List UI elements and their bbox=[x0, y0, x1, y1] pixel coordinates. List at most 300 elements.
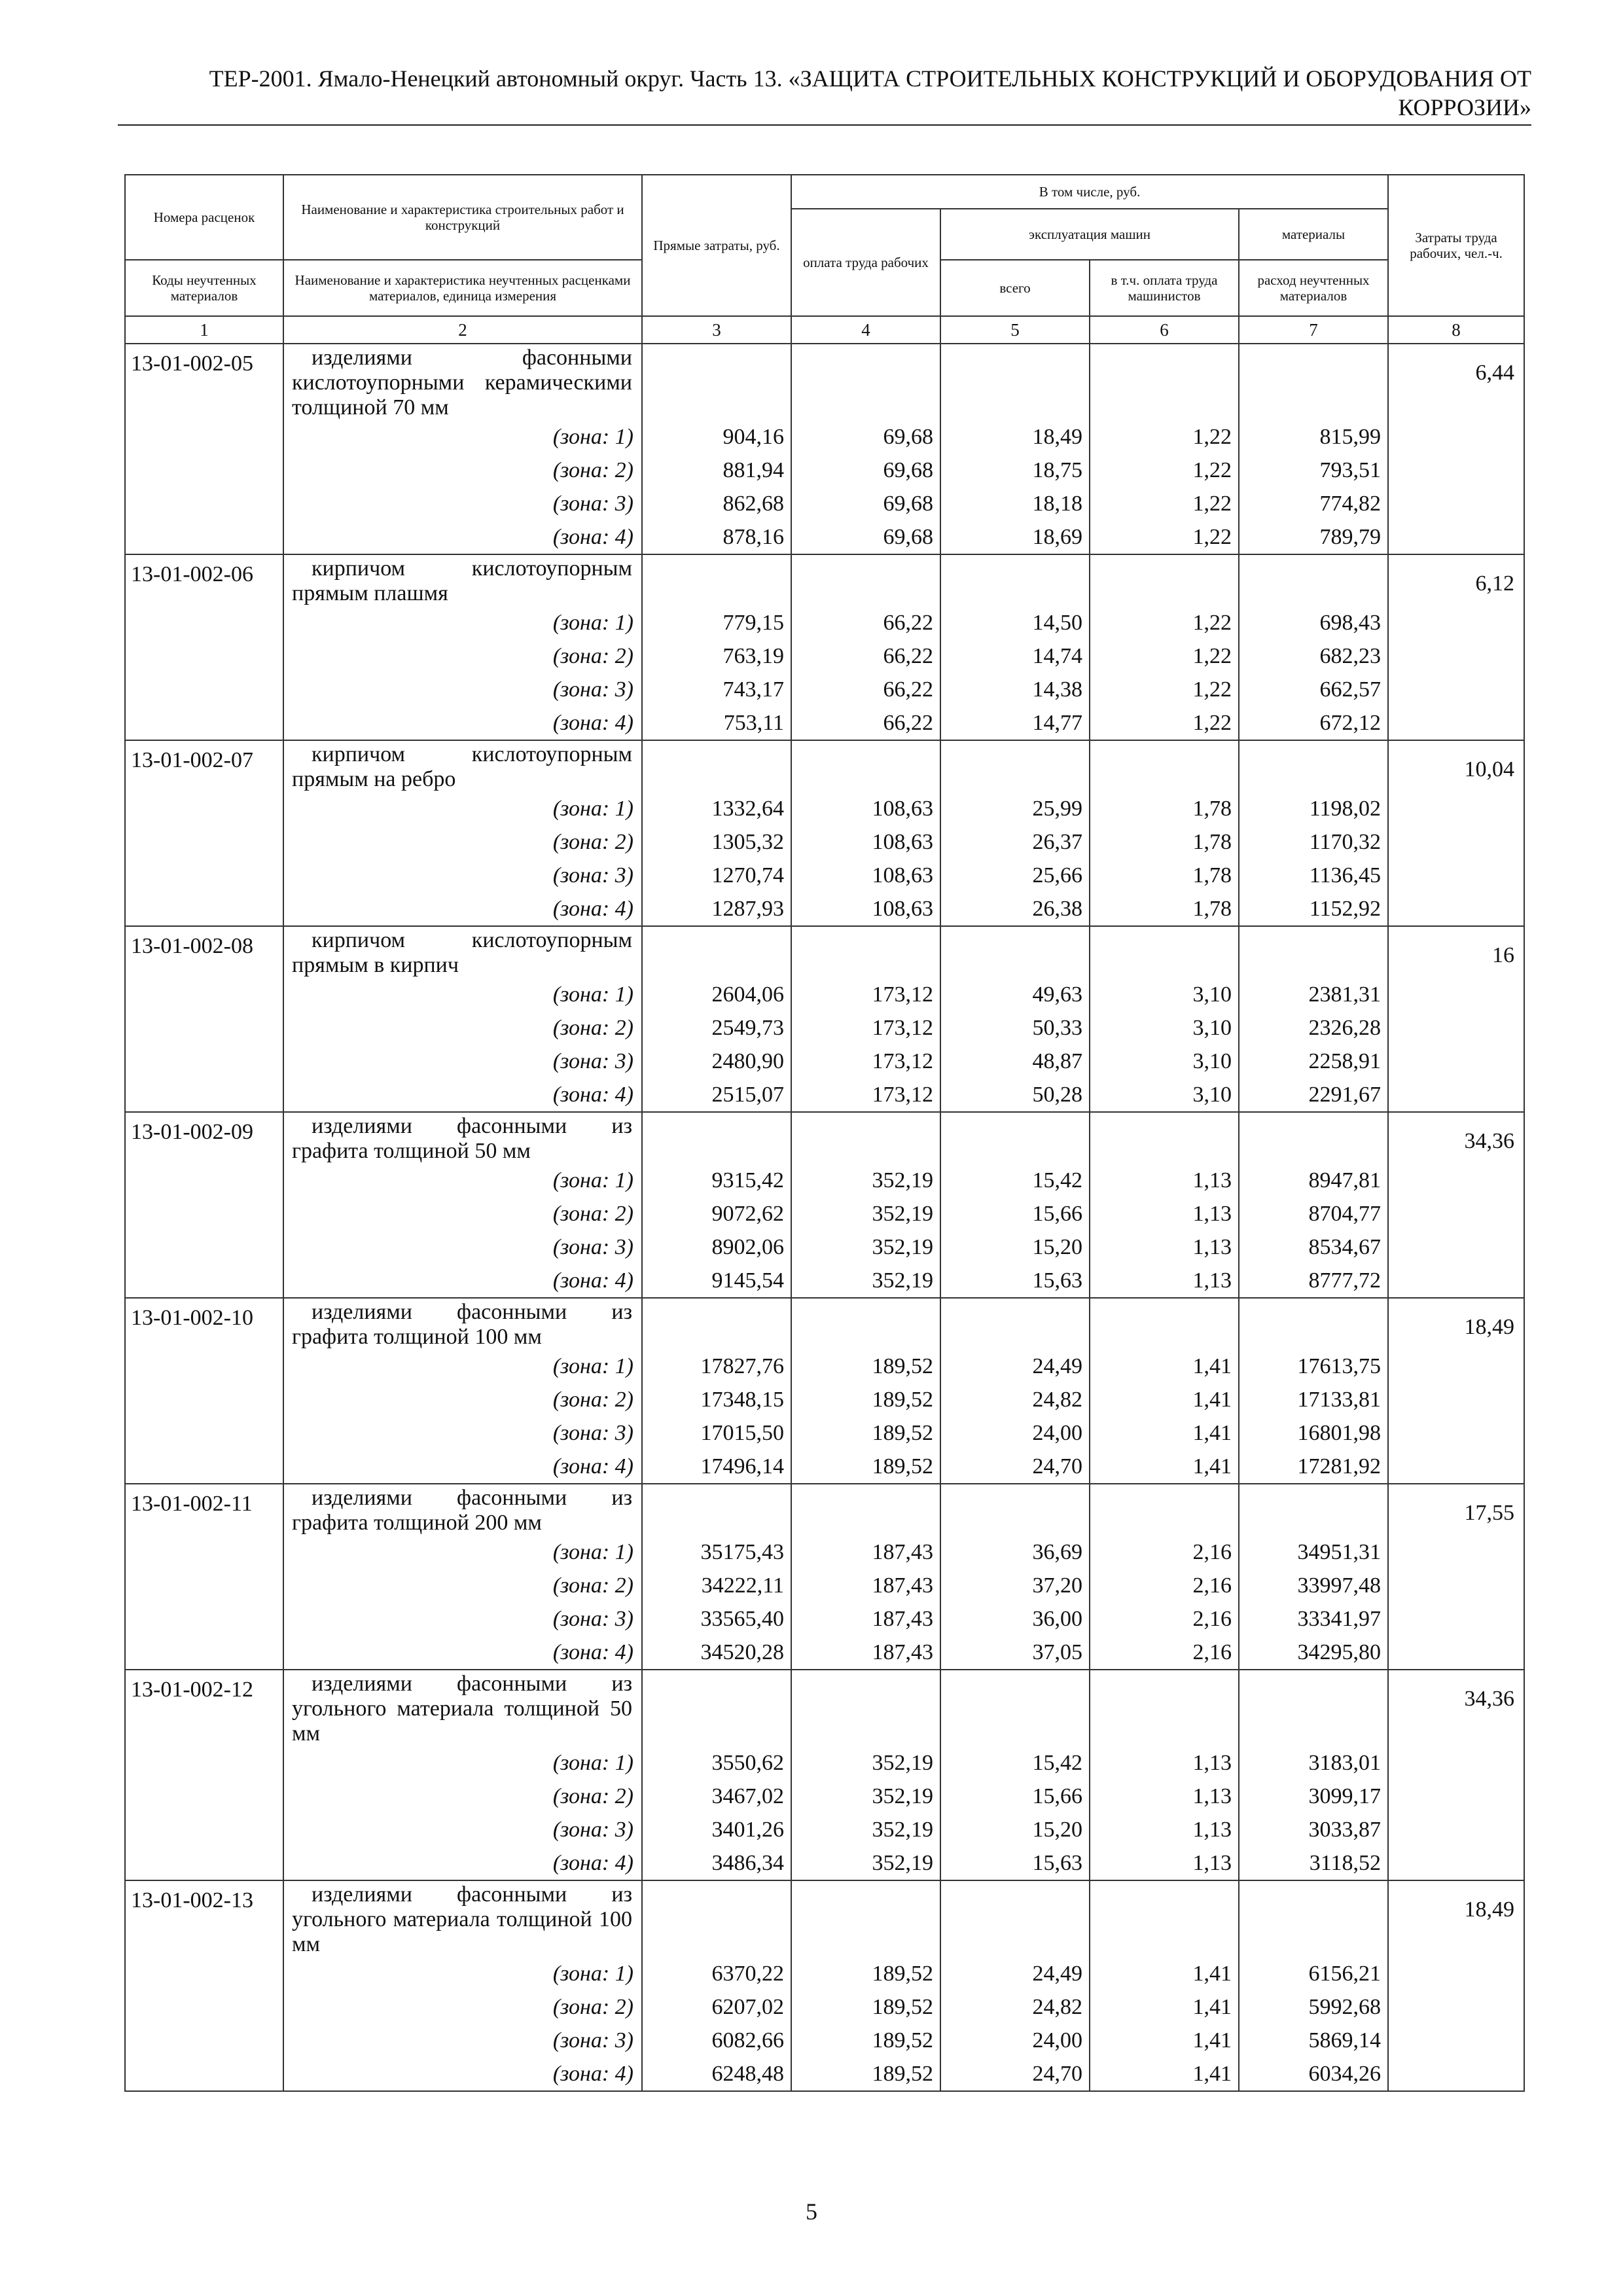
zone-row bbox=[125, 420, 1524, 454]
page-number: 5 bbox=[806, 2198, 817, 2225]
rate-name: изделиями фасонными из графита толщиной 50 мм bbox=[283, 1112, 642, 1164]
machines-cost: 50,33 bbox=[940, 1011, 1090, 1045]
empty-cell bbox=[1090, 1112, 1239, 1164]
empty-cell bbox=[125, 2057, 283, 2091]
empty-cell bbox=[642, 1484, 791, 1535]
empty-cell bbox=[125, 1011, 283, 1045]
materials-cost: 698,43 bbox=[1239, 606, 1388, 639]
wages-cost: 69,68 bbox=[791, 487, 940, 520]
empty-cell bbox=[940, 926, 1090, 978]
direct-cost: 35175,43 bbox=[642, 1535, 791, 1569]
empty-cell bbox=[940, 344, 1090, 420]
materials-cost: 3099,17 bbox=[1239, 1780, 1388, 1813]
machines-cost: 26,37 bbox=[940, 825, 1090, 859]
wages-cost: 189,52 bbox=[791, 1416, 940, 1450]
col-wages-header: оплата труда рабочих bbox=[791, 209, 940, 316]
direct-cost: 6082,66 bbox=[642, 2024, 791, 2057]
zone-label: (зона: 2) bbox=[283, 825, 642, 859]
rate-title-row bbox=[125, 1298, 1524, 1350]
machines-cost: 14,38 bbox=[940, 673, 1090, 706]
rate-title-row bbox=[125, 926, 1524, 978]
zone-row bbox=[125, 1602, 1524, 1636]
wages-cost: 173,12 bbox=[791, 1078, 940, 1112]
operators-cost: 1,41 bbox=[1090, 1416, 1239, 1450]
direct-cost: 3401,26 bbox=[642, 1813, 791, 1846]
direct-cost: 743,17 bbox=[642, 673, 791, 706]
empty-cell bbox=[1090, 1880, 1239, 1957]
zone-row bbox=[125, 2024, 1524, 2057]
rate-name: изделиями фасонными из угольного материала толщиной 50 мм bbox=[283, 1670, 642, 1746]
machines-cost: 15,42 bbox=[940, 1164, 1090, 1197]
zone-label: (зона: 3) bbox=[283, 673, 642, 706]
operators-cost: 1,41 bbox=[1090, 1450, 1239, 1484]
materials-cost: 662,57 bbox=[1239, 673, 1388, 706]
materials-cost: 17281,92 bbox=[1239, 1450, 1388, 1484]
rate-code: 13-01-002-10 bbox=[125, 1298, 283, 1350]
materials-cost: 815,99 bbox=[1239, 420, 1388, 454]
zone-row bbox=[125, 1780, 1524, 1813]
labor-cost: 18,49 bbox=[1388, 1298, 1524, 1350]
wages-cost: 187,43 bbox=[791, 1636, 940, 1670]
wages-cost: 352,19 bbox=[791, 1164, 940, 1197]
empty-cell bbox=[125, 606, 283, 639]
zone-label: (зона: 4) bbox=[283, 1450, 642, 1484]
empty-cell bbox=[1388, 454, 1524, 487]
direct-cost: 763,19 bbox=[642, 639, 791, 673]
zone-row bbox=[125, 1957, 1524, 1990]
direct-cost: 8902,06 bbox=[642, 1230, 791, 1264]
zone-row bbox=[125, 1197, 1524, 1230]
wages-cost: 69,68 bbox=[791, 454, 940, 487]
zone-label: (зона: 4) bbox=[283, 1846, 642, 1880]
materials-cost: 6156,21 bbox=[1239, 1957, 1388, 1990]
materials-cost: 774,82 bbox=[1239, 487, 1388, 520]
zone-label: (зона: 3) bbox=[283, 1230, 642, 1264]
zone-row bbox=[125, 706, 1524, 740]
zone-label: (зона: 1) bbox=[283, 978, 642, 1011]
empty-cell bbox=[791, 554, 940, 606]
empty-cell bbox=[940, 1670, 1090, 1746]
wages-cost: 352,19 bbox=[791, 1746, 940, 1780]
zone-row bbox=[125, 825, 1524, 859]
empty-cell bbox=[125, 1846, 283, 1880]
col-material-codes-header: Коды неучтенных материалов bbox=[125, 260, 283, 316]
rate-name: кирпичом кислотоупорным прямым на ребро bbox=[283, 740, 642, 792]
wages-cost: 352,19 bbox=[791, 1813, 940, 1846]
zone-label: (зона: 1) bbox=[283, 1350, 642, 1383]
materials-cost: 17133,81 bbox=[1239, 1383, 1388, 1416]
wages-cost: 108,63 bbox=[791, 859, 940, 892]
zone-label: (зона: 3) bbox=[283, 1602, 642, 1636]
wages-cost: 69,68 bbox=[791, 420, 940, 454]
empty-cell bbox=[125, 1746, 283, 1780]
zone-label: (зона: 3) bbox=[283, 859, 642, 892]
empty-cell bbox=[791, 344, 940, 420]
zone-label: (зона: 4) bbox=[283, 520, 642, 554]
empty-cell bbox=[642, 344, 791, 420]
wages-cost: 189,52 bbox=[791, 1450, 940, 1484]
operators-cost: 1,41 bbox=[1090, 1350, 1239, 1383]
direct-cost: 17348,15 bbox=[642, 1383, 791, 1416]
empty-cell bbox=[1388, 487, 1524, 520]
col-number: 6 bbox=[1090, 316, 1239, 344]
empty-cell bbox=[125, 2024, 283, 2057]
machines-cost: 24,49 bbox=[940, 1957, 1090, 1990]
empty-cell bbox=[1388, 639, 1524, 673]
machines-cost: 18,69 bbox=[940, 520, 1090, 554]
materials-cost: 1198,02 bbox=[1239, 792, 1388, 825]
zone-label: (зона: 3) bbox=[283, 2024, 642, 2057]
zone-label: (зона: 2) bbox=[283, 1383, 642, 1416]
empty-cell bbox=[1090, 554, 1239, 606]
direct-cost: 6248,48 bbox=[642, 2057, 791, 2091]
machines-cost: 14,77 bbox=[940, 706, 1090, 740]
empty-cell bbox=[1388, 1264, 1524, 1298]
empty-cell bbox=[1388, 673, 1524, 706]
materials-cost: 5992,68 bbox=[1239, 1990, 1388, 2024]
machines-cost: 24,82 bbox=[940, 1383, 1090, 1416]
empty-cell bbox=[1388, 1846, 1524, 1880]
machines-cost: 18,75 bbox=[940, 454, 1090, 487]
wages-cost: 352,19 bbox=[791, 1264, 940, 1298]
empty-cell bbox=[125, 1350, 283, 1383]
empty-cell bbox=[125, 487, 283, 520]
empty-cell bbox=[1388, 1383, 1524, 1416]
zone-label: (зона: 2) bbox=[283, 1011, 642, 1045]
empty-cell bbox=[1388, 606, 1524, 639]
empty-cell bbox=[1388, 1569, 1524, 1602]
materials-cost: 3183,01 bbox=[1239, 1746, 1388, 1780]
empty-cell bbox=[1388, 1197, 1524, 1230]
wages-cost: 189,52 bbox=[791, 1350, 940, 1383]
machines-cost: 24,49 bbox=[940, 1350, 1090, 1383]
empty-cell bbox=[1239, 554, 1388, 606]
wages-cost: 108,63 bbox=[791, 825, 940, 859]
operators-cost: 3,10 bbox=[1090, 1078, 1239, 1112]
materials-cost: 672,12 bbox=[1239, 706, 1388, 740]
empty-cell bbox=[1090, 740, 1239, 792]
empty-cell bbox=[1388, 520, 1524, 554]
empty-cell bbox=[1090, 1484, 1239, 1535]
empty-cell bbox=[642, 926, 791, 978]
zone-row bbox=[125, 1636, 1524, 1670]
empty-cell bbox=[125, 825, 283, 859]
empty-cell bbox=[1388, 1078, 1524, 1112]
zone-label: (зона: 3) bbox=[283, 1416, 642, 1450]
materials-cost: 789,79 bbox=[1239, 520, 1388, 554]
empty-cell bbox=[125, 1636, 283, 1670]
direct-cost: 17015,50 bbox=[642, 1416, 791, 1450]
empty-cell bbox=[1388, 706, 1524, 740]
zone-row bbox=[125, 1078, 1524, 1112]
zone-row bbox=[125, 859, 1524, 892]
empty-cell bbox=[1090, 1670, 1239, 1746]
direct-cost: 878,16 bbox=[642, 520, 791, 554]
table-header bbox=[125, 175, 1524, 344]
wages-cost: 108,63 bbox=[791, 792, 940, 825]
wages-cost: 69,68 bbox=[791, 520, 940, 554]
empty-cell bbox=[1239, 344, 1388, 420]
col-number: 4 bbox=[791, 316, 940, 344]
zone-label: (зона: 1) bbox=[283, 1164, 642, 1197]
zone-label: (зона: 4) bbox=[283, 1078, 642, 1112]
empty-cell bbox=[642, 1670, 791, 1746]
direct-cost: 862,68 bbox=[642, 487, 791, 520]
operators-cost: 1,78 bbox=[1090, 892, 1239, 926]
zone-label: (зона: 3) bbox=[283, 1813, 642, 1846]
materials-cost: 8534,67 bbox=[1239, 1230, 1388, 1264]
labor-cost: 18,49 bbox=[1388, 1880, 1524, 1957]
zone-row bbox=[125, 487, 1524, 520]
operators-cost: 1,22 bbox=[1090, 706, 1239, 740]
rate-code: 13-01-002-09 bbox=[125, 1112, 283, 1164]
operators-cost: 1,41 bbox=[1090, 1990, 1239, 2024]
empty-cell bbox=[791, 926, 940, 978]
empty-cell bbox=[1388, 1164, 1524, 1197]
zone-row bbox=[125, 792, 1524, 825]
materials-cost: 8947,81 bbox=[1239, 1164, 1388, 1197]
zone-label: (зона: 1) bbox=[283, 792, 642, 825]
zone-row bbox=[125, 1535, 1524, 1569]
zone-label: (зона: 1) bbox=[283, 420, 642, 454]
zone-row bbox=[125, 1264, 1524, 1298]
operators-cost: 1,22 bbox=[1090, 639, 1239, 673]
operators-cost: 2,16 bbox=[1090, 1636, 1239, 1670]
empty-cell bbox=[1388, 1990, 1524, 2024]
labor-cost: 6,12 bbox=[1388, 554, 1524, 606]
machines-cost: 25,99 bbox=[940, 792, 1090, 825]
direct-cost: 881,94 bbox=[642, 454, 791, 487]
empty-cell bbox=[125, 1813, 283, 1846]
zone-label: (зона: 1) bbox=[283, 606, 642, 639]
empty-cell bbox=[940, 1112, 1090, 1164]
col-code-header: Номера расценок bbox=[125, 175, 283, 260]
empty-cell bbox=[125, 1602, 283, 1636]
materials-cost: 793,51 bbox=[1239, 454, 1388, 487]
operators-cost: 1,41 bbox=[1090, 1957, 1239, 1990]
empty-cell bbox=[1388, 978, 1524, 1011]
empty-cell bbox=[125, 454, 283, 487]
rate-title-row bbox=[125, 1670, 1524, 1746]
labor-cost: 34,36 bbox=[1388, 1670, 1524, 1746]
empty-cell bbox=[1388, 1636, 1524, 1670]
empty-cell bbox=[125, 1535, 283, 1569]
operators-cost: 1,22 bbox=[1090, 520, 1239, 554]
empty-cell bbox=[940, 554, 1090, 606]
wages-cost: 66,22 bbox=[791, 673, 940, 706]
rate-title-row bbox=[125, 554, 1524, 606]
empty-cell bbox=[1388, 1450, 1524, 1484]
empty-cell bbox=[125, 1957, 283, 1990]
zone-row bbox=[125, 1045, 1524, 1078]
empty-cell bbox=[125, 1450, 283, 1484]
direct-cost: 753,11 bbox=[642, 706, 791, 740]
col-direct-header: Прямые затраты, руб. bbox=[642, 175, 791, 316]
empty-cell bbox=[125, 1990, 283, 2024]
zone-row bbox=[125, 892, 1524, 926]
materials-cost: 1136,45 bbox=[1239, 859, 1388, 892]
wages-cost: 352,19 bbox=[791, 1780, 940, 1813]
labor-cost: 6,44 bbox=[1388, 344, 1524, 420]
wages-cost: 352,19 bbox=[791, 1846, 940, 1880]
empty-cell bbox=[791, 1112, 940, 1164]
direct-cost: 9145,54 bbox=[642, 1264, 791, 1298]
empty-cell bbox=[125, 1078, 283, 1112]
operators-cost: 1,13 bbox=[1090, 1746, 1239, 1780]
operators-cost: 1,22 bbox=[1090, 487, 1239, 520]
zone-label: (зона: 2) bbox=[283, 639, 642, 673]
empty-cell bbox=[1388, 892, 1524, 926]
rate-title-row bbox=[125, 1112, 1524, 1164]
rate-title-row bbox=[125, 344, 1524, 420]
labor-cost: 16 bbox=[1388, 926, 1524, 978]
machines-cost: 15,63 bbox=[940, 1846, 1090, 1880]
wages-cost: 187,43 bbox=[791, 1569, 940, 1602]
direct-cost: 2515,07 bbox=[642, 1078, 791, 1112]
materials-cost: 33341,97 bbox=[1239, 1602, 1388, 1636]
materials-cost: 2381,31 bbox=[1239, 978, 1388, 1011]
operators-cost: 1,78 bbox=[1090, 859, 1239, 892]
wages-cost: 189,52 bbox=[791, 1957, 940, 1990]
operators-cost: 3,10 bbox=[1090, 1045, 1239, 1078]
materials-cost: 33997,48 bbox=[1239, 1569, 1388, 1602]
rate-name: изделиями фасонными кислотоупорными керамическими толщиной 70 мм bbox=[283, 344, 642, 420]
operators-cost: 2,16 bbox=[1090, 1535, 1239, 1569]
materials-cost: 16801,98 bbox=[1239, 1416, 1388, 1450]
zone-row bbox=[125, 1813, 1524, 1846]
table-body bbox=[125, 344, 1524, 2091]
wages-cost: 173,12 bbox=[791, 978, 940, 1011]
operators-cost: 1,13 bbox=[1090, 1813, 1239, 1846]
direct-cost: 17496,14 bbox=[642, 1450, 791, 1484]
direct-cost: 1270,74 bbox=[642, 859, 791, 892]
machines-cost: 18,49 bbox=[940, 420, 1090, 454]
operators-cost: 2,16 bbox=[1090, 1602, 1239, 1636]
empty-cell bbox=[1388, 2024, 1524, 2057]
rate-title-row bbox=[125, 1880, 1524, 1957]
empty-cell bbox=[1388, 1045, 1524, 1078]
direct-cost: 9315,42 bbox=[642, 1164, 791, 1197]
wages-cost: 66,22 bbox=[791, 706, 940, 740]
operators-cost: 1,13 bbox=[1090, 1230, 1239, 1264]
empty-cell bbox=[642, 1298, 791, 1350]
zone-label: (зона: 2) bbox=[283, 1780, 642, 1813]
empty-cell bbox=[125, 520, 283, 554]
machines-cost: 36,00 bbox=[940, 1602, 1090, 1636]
col-material-names-header: Наименование и характеристика неучтенных расценками материалов, единица измерения bbox=[283, 260, 642, 316]
machines-cost: 37,05 bbox=[940, 1636, 1090, 1670]
machines-cost: 14,50 bbox=[940, 606, 1090, 639]
col-number: 1 bbox=[125, 316, 283, 344]
materials-cost: 17613,75 bbox=[1239, 1350, 1388, 1383]
zone-row bbox=[125, 1990, 1524, 2024]
operators-cost: 1,13 bbox=[1090, 1264, 1239, 1298]
header-rule bbox=[118, 124, 1531, 126]
empty-cell bbox=[125, 1164, 283, 1197]
direct-cost: 779,15 bbox=[642, 606, 791, 639]
rate-name: кирпичом кислотоупорным прямым плашмя bbox=[283, 554, 642, 606]
zone-label: (зона: 4) bbox=[283, 2057, 642, 2091]
col-number: 7 bbox=[1239, 316, 1388, 344]
incl-header: В том числе, руб. bbox=[791, 175, 1388, 209]
machines-cost: 15,66 bbox=[940, 1197, 1090, 1230]
empty-cell bbox=[940, 740, 1090, 792]
col-operators-header: в т.ч. оплата труда машинистов bbox=[1090, 260, 1239, 316]
machines-cost: 24,82 bbox=[940, 1990, 1090, 2024]
zone-row bbox=[125, 520, 1524, 554]
empty-cell bbox=[125, 978, 283, 1011]
direct-cost: 904,16 bbox=[642, 420, 791, 454]
empty-cell bbox=[1239, 1484, 1388, 1535]
operators-cost: 1,22 bbox=[1090, 420, 1239, 454]
direct-cost: 6370,22 bbox=[642, 1957, 791, 1990]
operators-cost: 1,22 bbox=[1090, 606, 1239, 639]
empty-cell bbox=[940, 1484, 1090, 1535]
materials-cost: 5869,14 bbox=[1239, 2024, 1388, 2057]
rate-code: 13-01-002-07 bbox=[125, 740, 283, 792]
zone-row bbox=[125, 1450, 1524, 1484]
operators-cost: 3,10 bbox=[1090, 978, 1239, 1011]
empty-cell bbox=[1388, 1957, 1524, 1990]
rate-title-row bbox=[125, 740, 1524, 792]
direct-cost: 1287,93 bbox=[642, 892, 791, 926]
rate-code: 13-01-002-13 bbox=[125, 1880, 283, 1957]
zone-label: (зона: 4) bbox=[283, 1264, 642, 1298]
operators-cost: 1,13 bbox=[1090, 1780, 1239, 1813]
zone-row bbox=[125, 1416, 1524, 1450]
rate-name: изделиями фасонными из графита толщиной 200 мм bbox=[283, 1484, 642, 1535]
zone-row bbox=[125, 1746, 1524, 1780]
zone-label: (зона: 2) bbox=[283, 1990, 642, 2024]
wages-cost: 189,52 bbox=[791, 1383, 940, 1416]
empty-cell bbox=[125, 1264, 283, 1298]
materials-cost: 2258,91 bbox=[1239, 1045, 1388, 1078]
machines-cost: 25,66 bbox=[940, 859, 1090, 892]
machines-cost: 14,74 bbox=[940, 639, 1090, 673]
empty-cell bbox=[1388, 1535, 1524, 1569]
zone-row bbox=[125, 606, 1524, 639]
direct-cost: 2549,73 bbox=[642, 1011, 791, 1045]
zone-label: (зона: 4) bbox=[283, 892, 642, 926]
materials-cost: 6034,26 bbox=[1239, 2057, 1388, 2091]
machines-cost: 15,20 bbox=[940, 1230, 1090, 1264]
wages-cost: 187,43 bbox=[791, 1602, 940, 1636]
col-number: 3 bbox=[642, 316, 791, 344]
empty-cell bbox=[125, 639, 283, 673]
operators-cost: 1,78 bbox=[1090, 825, 1239, 859]
empty-cell bbox=[125, 420, 283, 454]
materials-cost: 34951,31 bbox=[1239, 1535, 1388, 1569]
materials-cost: 682,23 bbox=[1239, 639, 1388, 673]
col-number: 5 bbox=[940, 316, 1090, 344]
header-line-1: ТЕР-2001. Ямало-Ненецкий автономный округ. Часть 13. «ЗАЩИТА СТРОИТЕЛЬНЫХ КОНСТРУКЦИЙ И ОБОРУДОВАНИЯ ОТ bbox=[209, 65, 1531, 92]
materials-cost: 2326,28 bbox=[1239, 1011, 1388, 1045]
machines-cost: 26,38 bbox=[940, 892, 1090, 926]
materials-cost: 1170,32 bbox=[1239, 825, 1388, 859]
direct-cost: 2480,90 bbox=[642, 1045, 791, 1078]
empty-cell bbox=[125, 1416, 283, 1450]
zone-label: (зона: 2) bbox=[283, 1197, 642, 1230]
col-number: 2 bbox=[283, 316, 642, 344]
col-machines-total-header: всего bbox=[940, 260, 1090, 316]
empty-cell bbox=[791, 1298, 940, 1350]
wages-cost: 187,43 bbox=[791, 1535, 940, 1569]
col-name-header: Наименование и характеристика строительных работ и конструкций bbox=[283, 175, 642, 260]
zone-row bbox=[125, 2057, 1524, 2091]
zone-row bbox=[125, 1164, 1524, 1197]
empty-cell bbox=[125, 859, 283, 892]
operators-cost: 3,10 bbox=[1090, 1011, 1239, 1045]
